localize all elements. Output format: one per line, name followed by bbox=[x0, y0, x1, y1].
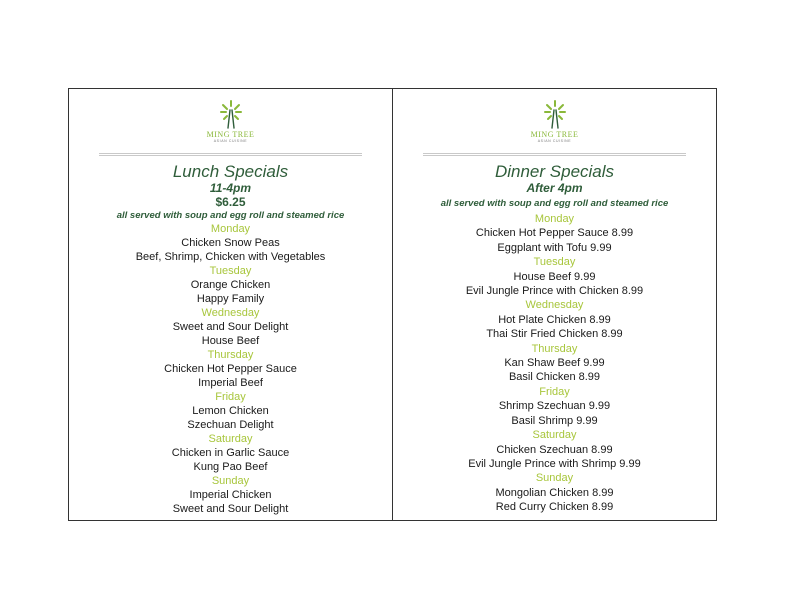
logo-name: MING TREE bbox=[530, 130, 579, 139]
menu-item: Kan Shaw Beef 9.99 bbox=[504, 357, 605, 370]
menu-item: Evil Jungle Prince with Chicken 8.99 bbox=[465, 285, 644, 298]
menu-item: Happy Family bbox=[196, 293, 265, 305]
day-label: Monday bbox=[534, 213, 575, 225]
menu-item: Basil Shrimp 9.99 bbox=[511, 414, 598, 427]
dinner-title: Dinner Specials bbox=[494, 162, 615, 181]
menu-item: Chicken Hot Pepper Sauce 8.99 bbox=[475, 227, 634, 240]
menu-item: Chicken Snow Peas bbox=[181, 237, 280, 249]
menu-item: Lemon Chicken bbox=[192, 405, 269, 417]
dinner-note: all served with soup and egg roll and steamed rice bbox=[440, 198, 669, 209]
day-label: Monday bbox=[210, 223, 251, 235]
divider bbox=[99, 153, 362, 156]
divider bbox=[423, 153, 686, 156]
dinner-hours: After 4pm bbox=[526, 181, 583, 195]
day-label: Friday bbox=[539, 385, 570, 398]
menu-item: Thai Stir Fried Chicken 8.99 bbox=[486, 328, 623, 341]
logo bbox=[393, 99, 716, 149]
lunch-specials-panel bbox=[68, 88, 393, 521]
day-label: Tuesday bbox=[533, 256, 576, 269]
day-label: Saturday bbox=[208, 433, 253, 445]
day-label: Tuesday bbox=[209, 265, 252, 277]
day-label: Friday bbox=[215, 391, 246, 403]
menu-item: Hot Plate Chicken 8.99 bbox=[498, 313, 611, 326]
day-label: Wednesday bbox=[201, 307, 260, 319]
tree-logo-icon bbox=[543, 99, 567, 129]
tree-logo-icon bbox=[219, 99, 243, 129]
menu-item: Red Curry Chicken 8.99 bbox=[495, 501, 614, 514]
menu-item: Sweet and Sour Delight bbox=[172, 321, 289, 333]
lunch-day-list bbox=[69, 222, 392, 516]
menu-sheet bbox=[68, 88, 716, 520]
day-label: Sunday bbox=[535, 472, 574, 485]
menu-item: Imperial Beef bbox=[198, 377, 263, 389]
menu-item: Sweet and Sour Delight bbox=[172, 503, 289, 515]
day-label: Wednesday bbox=[525, 299, 584, 312]
day-label: Saturday bbox=[532, 429, 577, 442]
menu-item: Szechuan Delight bbox=[187, 419, 274, 431]
menu-item: Eggplant with Tofu 9.99 bbox=[497, 241, 612, 254]
day-label: Thursday bbox=[207, 349, 254, 361]
menu-item: Orange Chicken bbox=[190, 279, 271, 291]
lunch-note: all served with soup and egg roll and steamed rice bbox=[116, 210, 345, 221]
dinner-specials-panel bbox=[392, 88, 717, 521]
logo-tagline: ASIAN CUISINE bbox=[213, 139, 248, 143]
logo-name: MING TREE bbox=[206, 130, 255, 139]
lunch-hours: 11-4pm bbox=[209, 181, 252, 195]
menu-item: Beef, Shrimp, Chicken with Vegetables bbox=[135, 251, 326, 263]
menu-item: Kung Pao Beef bbox=[193, 461, 268, 473]
day-label: Sunday bbox=[211, 475, 250, 487]
menu-item: Basil Chicken 8.99 bbox=[508, 371, 601, 384]
menu-item: House Beef 9.99 bbox=[513, 270, 596, 283]
logo-tagline: ASIAN CUISINE bbox=[537, 139, 572, 143]
dinner-day-list bbox=[393, 212, 716, 515]
lunch-price: $6.25 bbox=[215, 195, 246, 209]
menu-item: Shrimp Szechuan 9.99 bbox=[498, 400, 611, 413]
menu-item: House Beef bbox=[201, 335, 260, 347]
menu-item: Mongolian Chicken 8.99 bbox=[495, 486, 614, 499]
day-label: Thursday bbox=[531, 342, 578, 355]
menu-item: Evil Jungle Prince with Shrimp 9.99 bbox=[468, 457, 641, 470]
menu-item: Chicken Szechuan 8.99 bbox=[496, 443, 613, 456]
menu-item: Chicken in Garlic Sauce bbox=[171, 447, 290, 459]
lunch-title: Lunch Specials bbox=[172, 162, 289, 181]
logo bbox=[69, 99, 392, 149]
menu-item: Imperial Chicken bbox=[189, 489, 272, 501]
menu-item: Chicken Hot Pepper Sauce bbox=[164, 363, 297, 375]
